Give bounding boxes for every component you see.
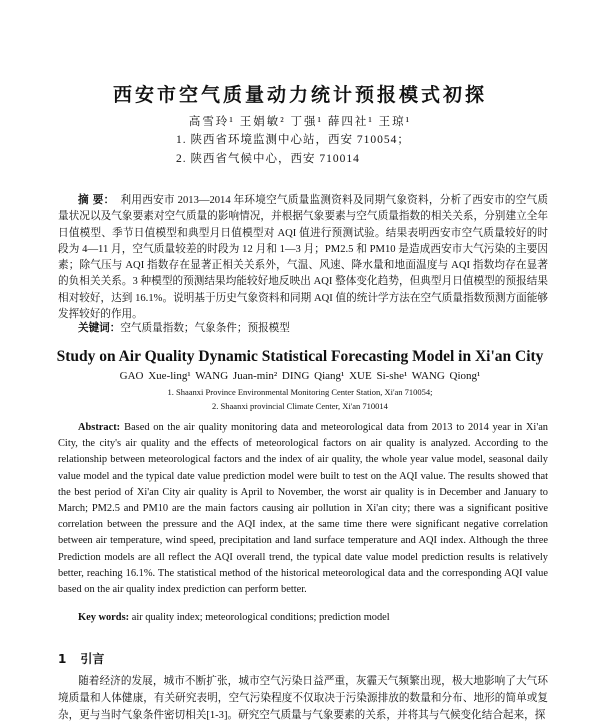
english-authors: GAO Xue-ling¹ WANG Juan-min² DING Qiang¹ XUE Si-she¹ WANG Qiong¹ bbox=[119, 370, 481, 382]
english-keywords-text: air quality index; meteorological conditions; prediction model bbox=[131, 612, 390, 623]
chinese-keywords-label: 关键词： bbox=[78, 322, 121, 334]
english-affiliation-2: 2. Shaanxi provincial Climate Center, Xi'an 710014 bbox=[212, 401, 388, 411]
english-keywords-label: Key words: bbox=[78, 612, 130, 623]
chinese-title: 西安市空气质量动力统计预报模式初探 bbox=[112, 84, 487, 106]
introduction-paragraph bbox=[58, 673, 548, 724]
section-heading bbox=[58, 650, 104, 667]
english-title: Study on Air Quality Dynamic Statistical Forecasting Model in Xi'an City bbox=[56, 348, 544, 365]
english-abstract-text: Based on the air quality monitoring data and meteorological data from 2013 to 2014 year in Xi'an City, the city's air quality and the effects of meteorological factors on air quality is analyzed. According to the relationship between meteorological factors and the index of air quality, the whole year value model, seasonal daily value model and the typical date value prediction model were built to test on the AQI value. The results showed that the best period of Xi'an City air quality is April to November, the worst air quality is in December and January to March; PM2.5 and PM10 are the main factors causing air pollution in Xi'an city; there was a significant positive correlation between the pressure and the AQI index, at the same time there were significant negative correlation between air temperature, wind speed, precipitation and land surface temperature and AQI index. Although the three Prediction models are all reflect the AQI overall trend, the typical date value model prediction results is relatively better, reaching 16.1%. The statistical method of the historical meteorological data and the corresponding AQI value based on the air quality index prediction can perform better. bbox=[58, 422, 548, 596]
english-affiliation-1: 1. Shaanxi Province Environmental Monitoring Center Station, Xi'an 710054; bbox=[167, 387, 433, 397]
chinese-authors: 高雪玲¹ 王娟敏² 丁强¹ 薛四社¹ 王琼¹ bbox=[188, 116, 412, 128]
chinese-affiliation-1: 1. 陕西省环境监测中心站，西安 710054； bbox=[176, 134, 410, 146]
chinese-abstract-label: 摘 要： bbox=[78, 194, 115, 206]
english-keywords bbox=[78, 612, 390, 623]
english-abstract bbox=[58, 420, 548, 598]
chinese-affiliation-2: 2. 陕西省气候中心，西安 710014 bbox=[176, 153, 360, 165]
section-title: 引言 bbox=[80, 652, 105, 666]
chinese-keywords bbox=[78, 320, 290, 335]
english-abstract-label: Abstract: bbox=[78, 422, 121, 433]
chinese-keywords-text: 空气质量指数；气象条件；预报模型 bbox=[120, 323, 290, 334]
section-number: 1 bbox=[58, 652, 67, 666]
introduction-text: 随着经济的发展，城市不断扩张，城市空气污染日益严重，灰霾天气频繁出现，极大地影响了大气环境质量和人体健康，有关研究表明，空气污染程度不仅取决于污染源排放的数量和分布、地形的简单或复杂，更与当时气象条件密切相关[1-3]。研究空气质量与气象要素的关系，并将其与气候变化结合起来，探 bbox=[58, 676, 548, 721]
chinese-abstract-text: 利用西安市 2013—2014 年环境空气质量监测资料及同期气象资料，分析了西安市的空气质量状况以及气象要素对空气质量的影响情况，并根据气象要素与空气质量指数的相关关系，分别建立全年日值模型、季节日值模型和典型月日值模型对 AQI 值进行预测试验。结果表明西安市空气质量较好的时段为 4—11 月，空气质量较差的时段为 12 月和 1—3 月；PM2.5 和 PM10 是造成西安市大气污染的主要因素；除气压与 AQI 指数存在显著正相关关系外，气温、风速、降水量和地面温度与 AQI 指数均存在显著的负相关关系。3 种模型的预测结果均能较好地反映出 AQI 整体变化趋势，但典型月日值模型的预报结果相对较好，达到 16.1%。说明基于历史气象资料和同期 AQI 值的统计学方法在空气质量指数预测方面能够发挥较好的作用。 bbox=[58, 195, 548, 321]
chinese-abstract bbox=[58, 192, 548, 323]
